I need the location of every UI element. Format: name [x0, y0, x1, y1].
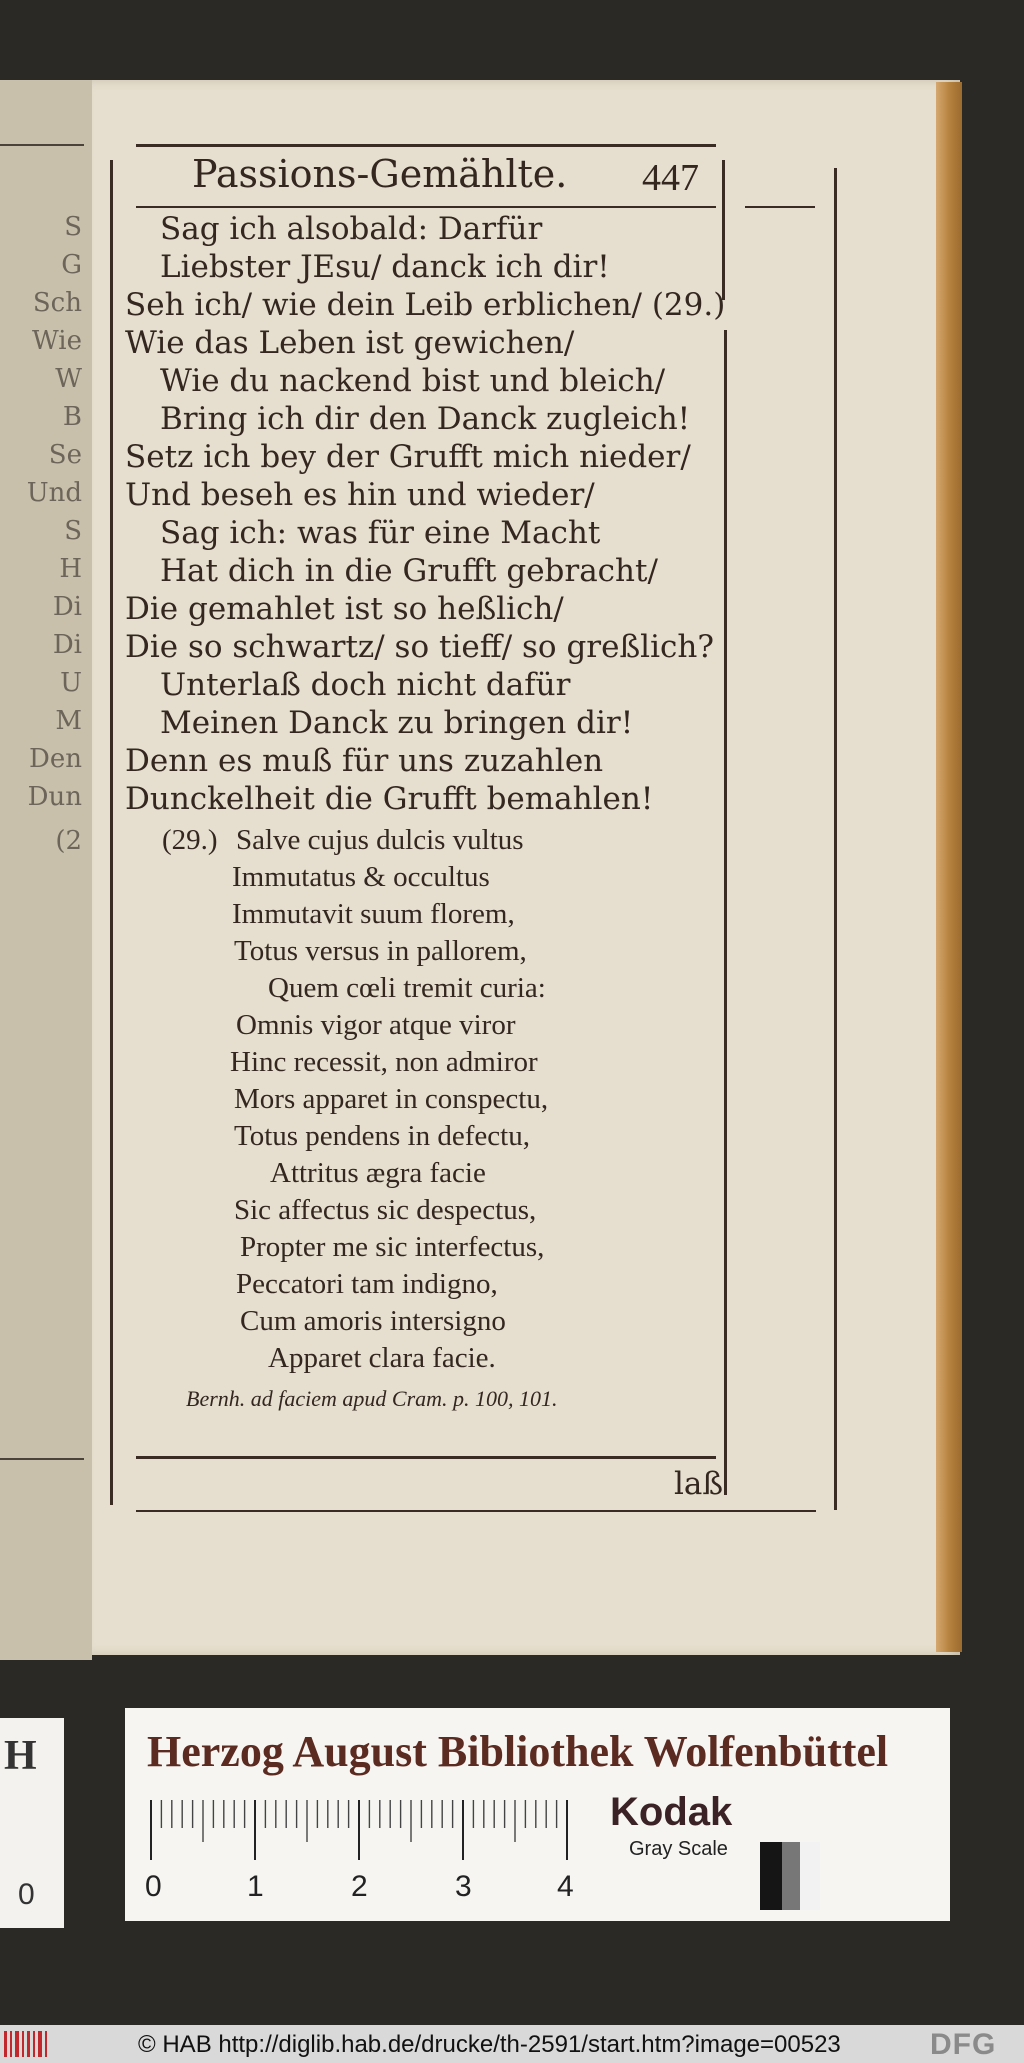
scale-number: 4 [557, 1870, 574, 1903]
verse-line: Denn es muß für uns zuzahlen [125, 743, 604, 779]
scale-number: 2 [351, 1870, 368, 1903]
frame-rule-base [136, 1510, 816, 1512]
footnote-line: Peccatori tam indigno, [236, 1268, 498, 1300]
footnote-line: Quem cœli tremit curia: [268, 972, 546, 1004]
verse-line: Wie das Leben ist gewichen/ [125, 325, 575, 361]
prev-fragment: Se [48, 440, 82, 470]
verse-line: Liebster JEsu/ danck ich dir! [160, 249, 610, 285]
prev-page-rule-top [0, 144, 84, 146]
verse-line: Die so schwartz/ so tieff/ so greßlich? [125, 629, 714, 665]
footnote-line: Immutatus & occultus [232, 861, 490, 893]
prev-fragment: H [59, 554, 82, 584]
verse-line: Meinen Danck zu bringen dir! [160, 705, 634, 741]
verse-line: Dunckelheit die Grufft bemahlen! [125, 781, 654, 817]
kodak-logo: Kodak [610, 1790, 733, 1834]
prev-fragment: W [55, 364, 82, 394]
running-title: Passions-Gemählte. [192, 152, 568, 196]
dfg-logo: DFG [930, 2028, 997, 2061]
footnote-line: Salve cujus dulcis vultus [236, 824, 524, 856]
verse-line: Und beseh es hin und wieder/ [125, 477, 595, 513]
catchword: laß [674, 1466, 724, 1502]
frame-rule-right [724, 330, 727, 1495]
scale-number: 1 [247, 1870, 264, 1903]
verse-line: Unterlaß doch nicht dafür [160, 667, 571, 703]
frame-rule-header [136, 206, 716, 208]
prev-fragment: G [61, 250, 82, 280]
page-number: 447 [642, 157, 699, 199]
prev-fragment: Den [29, 744, 82, 774]
frame-rule-right-upper [722, 160, 725, 300]
footnote-line: Omnis vigor atque viror [236, 1009, 516, 1041]
footnote-line: Totus pendens in defectu, [234, 1120, 530, 1152]
footnote-line: Mors apparet in conspectu, [234, 1083, 549, 1115]
prev-fragment: B [62, 402, 82, 432]
color-calibration-card [125, 1708, 950, 1921]
footnote-line: Immutavit suum florem, [232, 898, 515, 930]
prev-fragment: Di [52, 592, 82, 622]
verse-line: Setz ich bey der Grufft mich nieder/ [125, 439, 691, 475]
frame-rule-outer [834, 168, 837, 1510]
prev-fragment: (2 [55, 826, 82, 856]
footnote-source: Bernh. ad faciem apud Cram. p. 100, 101. [186, 1386, 558, 1411]
left-color-card [0, 1718, 64, 1928]
footer-link[interactable]: © HAB http://diglib.hab.de/drucke/th-2591/start.htm?image=00523 [138, 2031, 841, 2058]
verse-line: Bring ich dir den Danck zugleich! [160, 401, 691, 437]
verse-line: Wie du nackend bist und bleich/ [160, 363, 666, 399]
library-name: Herzog August Bibliothek Wolfenbüttel [147, 1727, 889, 1776]
prev-fragment: M [55, 706, 82, 736]
prev-fragment: S [64, 212, 82, 242]
left-card-number: 0 [18, 1878, 35, 1911]
prev-fragment: Di [52, 630, 82, 660]
footnote-line: Hinc recessit, non admiror [230, 1046, 538, 1078]
verse-line: Die gemahlet ist so heßlich/ [125, 591, 564, 627]
footnote-line: Sic affectus sic despectus, [234, 1194, 537, 1226]
verse-line: Sag ich alsobald: Darfür [160, 211, 543, 247]
frame-rule-bottom [136, 1456, 716, 1459]
prev-fragment: Dun [27, 782, 82, 812]
verse-line: Seh ich/ wie dein Leib erblichen/ (29.) [125, 287, 726, 323]
footnote-line: Cum amoris intersigno [240, 1305, 506, 1337]
scale-number: 3 [455, 1870, 472, 1903]
footnote-line: Totus versus in pallorem, [234, 935, 527, 967]
verse-line: Hat dich in die Grufft gebracht/ [160, 553, 658, 589]
prev-fragment: Sch [32, 288, 82, 318]
footnote-line: Propter me sic interfectus, [240, 1231, 545, 1263]
page-edge [936, 82, 962, 1652]
frame-rule-left [110, 160, 113, 1505]
left-card-letter: H [4, 1733, 37, 1779]
ruler-scale [149, 1800, 569, 1862]
gray-swatch [760, 1842, 820, 1910]
footer-bar [0, 2025, 1024, 2063]
footnote-line: Attritus ægra facie [270, 1157, 486, 1189]
prev-fragment: S [64, 516, 82, 546]
verse-line: Sag ich: was für eine Macht [160, 515, 601, 551]
prev-fragment: U [60, 668, 82, 698]
frame-rule-top [136, 144, 716, 147]
prev-page-rule-bottom [0, 1458, 84, 1460]
prev-fragment: Und [26, 478, 82, 508]
scale-number: 0 [145, 1870, 162, 1903]
gray-scale-label: Gray Scale [629, 1838, 728, 1860]
barcode-icon [4, 2031, 48, 2057]
frame-rule-margin [745, 206, 815, 208]
prev-fragment: Wie [32, 326, 82, 356]
footnote-line: Apparet clara facie. [268, 1342, 496, 1374]
footnote-marker: (29.) [162, 824, 218, 856]
